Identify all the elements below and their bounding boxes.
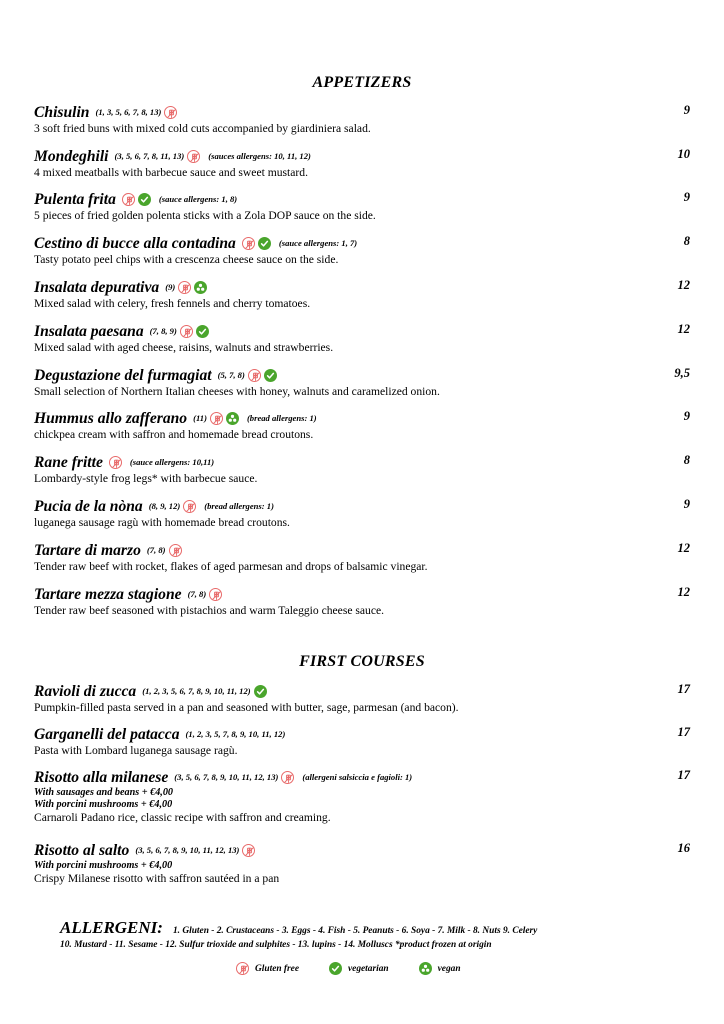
dish-description: chickpea cream with saffron and homemade bread croutons. [34,428,314,441]
dish-description: Mixed salad with celery, fresh fennels and cherry tomatoes. [34,297,311,310]
first-courses-section-title: FIRST COURSES [299,653,425,670]
dish-name: Cestino di bucce alla contadina [34,235,236,252]
dish-allergens: (1, 3, 5, 6, 7, 8, 13) [95,107,162,117]
dish-description: Mixed salad with aged cheese, raisins, walnuts and strawberries. [34,341,334,354]
dish-name: Tartare di marzo [34,542,141,559]
dish-allergens: (5, 7, 8) [217,370,245,380]
legend-vegan-label: vegan [437,963,461,974]
dish-allergens: (3, 5, 6, 7, 8, 9, 10, 11, 12, 13) [135,845,240,855]
gluten-free-icon [236,962,249,975]
dish-name: Chisulin [34,104,90,121]
legend-vegetarian-label: vegetarian [348,963,389,974]
gluten-free-icon [242,844,255,857]
menu-item-insalata-depurativa [34,278,690,311]
dish-allergens: (3, 5, 6, 7, 8, 11, 13) [114,151,185,161]
dish-allergens: (1, 2, 3, 5, 7, 8, 9, 10, 11, 12) [185,729,286,739]
allergen-list-part-1: 1. Gluten - 2. Crustaceans - 3. Eggs - 4. Fish - 5. Peanuts - 6. Soya - 7. Milk - 8. Nuts 9. Celery [172,926,538,936]
gluten-free-icon [242,237,255,250]
dish-option: With porcini mushrooms + €4,00 [34,799,173,810]
dish-name: Garganelli del patacca [34,726,180,743]
dish-price: 9 [683,497,690,511]
gluten-free-icon [183,500,196,513]
dish-price: 16 [677,841,690,855]
legend-gluten-free-label: Gluten free [255,963,300,974]
dish-price: 17 [677,682,690,696]
dish-price: 10 [677,147,690,161]
dish-description: Lombardy-style frog legs* with barbecue sauce. [34,472,258,485]
gluten-free-icon [187,150,200,163]
vegan-icon [226,412,239,425]
gluten-free-icon [180,325,193,338]
vegetarian-icon [329,962,342,975]
dish-price: 8 [683,453,690,467]
dish-price: 12 [677,322,690,336]
vegetarian-icon [254,685,267,698]
dish-name: Pucia de la nòna [34,498,143,515]
dish-price: 9 [683,190,690,204]
dish-description: Crispy Milanese risotto with saffron sautéed in a pan [34,872,280,885]
dish-price: 8 [683,234,690,248]
dish-price: 9 [683,103,690,117]
dish-allergens: (9) [165,282,176,292]
dish-name: Mondeghili [34,148,109,165]
dish-description: 3 soft fried buns with mixed cold cuts accompanied by giardiniera salad. [34,122,371,135]
dish-name: Pulenta frita [34,191,116,208]
dish-name: Insalata paesana [34,323,144,340]
dish-price: 9,5 [674,366,690,380]
menu-item-degustazione-del-furmagiat [34,366,690,399]
dish-price: 17 [677,725,690,739]
allergeni-heading: ALLERGENI: [60,918,163,937]
dish-price: 12 [677,585,690,599]
dish-description: Pasta with Lombard luganega sausage ragù. [34,744,238,757]
gluten-free-icon [122,193,135,206]
dish-allergens: (8, 9, 12) [148,501,181,511]
dish-allergens: (1, 2, 3, 5, 6, 7, 8, 9, 10, 11, 12) [142,686,251,696]
menu-item-cestino-di-bucce [34,234,690,267]
menu-item-hummus-allo-zafferano [34,409,690,442]
dish-extra-allergens: (bread allergens: 1) [246,413,317,423]
dish-extra-allergens: (sauces allergens: 10, 11, 12) [208,151,311,161]
dish-option: With porcini mushrooms + €4,00 [34,860,173,871]
menu-item-risotto-alla-milanese [34,768,690,825]
dish-price: 12 [677,541,690,555]
gluten-free-icon [178,281,191,294]
menu-item-ravioli-di-zucca [34,682,690,715]
dish-name: Hummus allo zafferano [34,410,188,427]
menu-item-pulenta-frita [34,190,690,223]
dish-name: Insalata depurativa [34,279,160,296]
dish-extra-allergens: (sauce allergens: 1, 7) [278,238,358,248]
dish-price: 17 [677,768,690,782]
menu-item-mondeghili [34,147,690,180]
dish-name: Risotto al salto [34,842,130,859]
menu-item-garganelli-del-patacca [34,725,690,758]
dish-description: Tasty potato peel chips with a crescenza cheese sauce on the side. [34,253,339,266]
menu-item-pucia-de-la-nona [34,497,690,530]
gluten-free-icon [169,544,182,557]
appetizers-section-title: APPETIZERS [312,74,412,91]
vegan-icon [194,281,207,294]
dish-name: Ravioli di zucca [34,683,137,700]
menu-item-tartare-mezza-stagione [34,585,690,618]
dish-allergens: (7, 8) [146,545,166,555]
gluten-free-icon [210,412,223,425]
dish-description: Small selection of Northern Italian cheeses with honey, walnuts and caramelized onion. [34,385,440,398]
dish-name: Risotto alla milanese [34,769,169,786]
dish-name: Degustazione del furmagiat [34,367,212,384]
gluten-free-icon [164,106,177,119]
gluten-free-icon [209,588,222,601]
diet-legend [236,962,491,975]
dish-description: Carnaroli Padano rice, classic recipe with saffron and creaming. [34,811,331,824]
dish-price: 12 [677,278,690,292]
dish-description: 5 pieces of fried golden polenta sticks with a Zola DOP sauce on the side. [34,209,376,222]
gluten-free-icon [109,456,122,469]
vegan-icon [419,962,432,975]
dish-description: Pumpkin-filled pasta served in a pan and seasoned with butter, sage, parmesan (and bacon). [34,701,459,714]
dish-extra-allergens: (allergeni salsiccia e fagioli: 1) [302,772,413,782]
dish-allergens: (11) [193,413,207,423]
vegetarian-icon [138,193,151,206]
gluten-free-icon [248,369,261,382]
dish-name: Tartare mezza stagione [34,586,182,603]
dish-allergens: (7, 8, 9) [149,326,177,336]
dish-name: Rane fritte [34,454,103,471]
dish-description: Tender raw beef seasoned with pistachios and warm Taleggio cheese sauce. [34,604,385,617]
vegetarian-icon [258,237,271,250]
menu-item-insalata-paesana [34,322,690,355]
dish-price: 9 [683,409,690,423]
vegetarian-icon [196,325,209,338]
dish-extra-allergens: (sauce allergens: 10,11) [129,457,215,467]
menu-item-rane-fritte [34,453,690,486]
dish-extra-allergens: (bread allergens: 1) [204,501,274,511]
menu-item-risotto-al-salto [34,841,690,886]
dish-extra-allergens: (sauce allergens: 1, 8) [158,194,238,204]
dish-allergens: (7, 8) [187,589,207,599]
allergen-list-part-2: 10. Mustard - 11. Sesame - 12. Sulfur trioxide and sulphites - 13. lupins - 14. Molluscs *product frozen at origin [60,940,492,950]
allergen-legend-line-1 [60,918,680,938]
dish-option: With sausages and beans + €4,00 [34,787,174,798]
dish-description: Tender raw beef with rocket, flakes of aged parmesan and drops of balsamic vinegar. [34,560,428,573]
gluten-free-icon [281,771,294,784]
menu-item-chisulin [34,103,690,136]
menu-item-tartare-di-marzo [34,541,690,574]
vegetarian-icon [264,369,277,382]
dish-description: luganega sausage ragù with homemade bread croutons. [34,516,290,529]
dish-allergens: (3, 5, 6, 7, 8, 9, 10, 11, 12, 13) [174,772,279,782]
dish-description: 4 mixed meatballs with barbecue sauce and sweet mustard. [34,166,308,179]
